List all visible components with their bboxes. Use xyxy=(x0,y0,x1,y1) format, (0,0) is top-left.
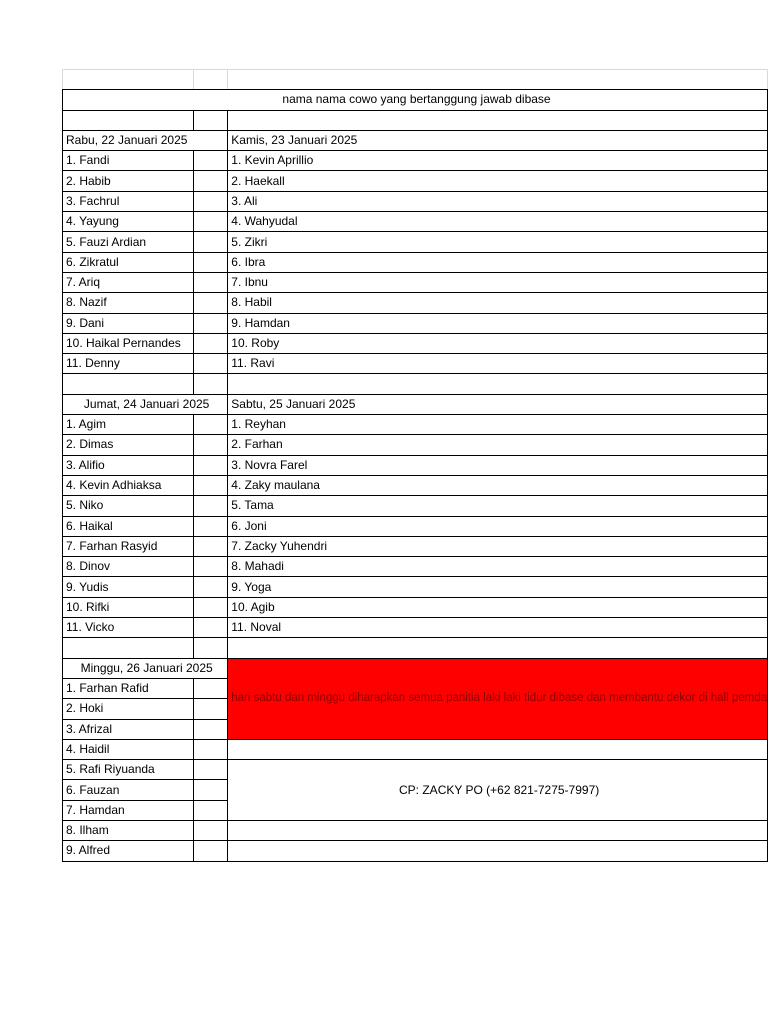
empty-cell[interactable] xyxy=(63,374,194,394)
empty-cell[interactable] xyxy=(63,110,194,130)
name-cell-sabtu[interactable]: 5. Tama xyxy=(228,496,768,516)
empty-cell[interactable] xyxy=(228,820,768,840)
name-cell-rabu[interactable]: 8. Nazif xyxy=(63,293,194,313)
table-row xyxy=(63,455,768,475)
table-row xyxy=(63,618,768,638)
day-header-row xyxy=(63,130,768,150)
empty-cell[interactable] xyxy=(193,618,228,638)
day-header-jumat[interactable]: Jumat, 24 Januari 2025 xyxy=(63,394,228,414)
empty-cell[interactable] xyxy=(193,191,228,211)
empty-cell[interactable] xyxy=(193,516,228,536)
name-cell-minggu[interactable]: 3. Afrizal xyxy=(63,719,194,739)
empty-cell[interactable] xyxy=(193,232,228,252)
name-cell-sabtu[interactable]: 9. Yoga xyxy=(228,577,768,597)
name-cell-sabtu[interactable]: 7. Zacky Yuhendri xyxy=(228,536,768,556)
day-header-row xyxy=(63,658,768,678)
table-row xyxy=(63,333,768,353)
table-row xyxy=(63,293,768,313)
empty-cell[interactable] xyxy=(193,455,228,475)
table-row xyxy=(63,313,768,333)
empty-cell[interactable] xyxy=(193,171,228,191)
empty-cell[interactable] xyxy=(193,496,228,516)
day-header-row xyxy=(63,394,768,414)
name-cell-sabtu[interactable]: 2. Farhan xyxy=(228,435,768,455)
table-row xyxy=(63,739,768,759)
name-cell-sabtu[interactable]: 3. Novra Farel xyxy=(228,455,768,475)
table-row xyxy=(63,70,768,90)
empty-cell[interactable] xyxy=(193,719,228,739)
empty-cell[interactable] xyxy=(193,597,228,617)
table-row xyxy=(63,557,768,577)
name-cell-jumat[interactable]: 2. Dimas xyxy=(63,435,194,455)
name-cell-minggu[interactable]: 9. Alfred xyxy=(63,841,194,861)
name-cell-rabu[interactable]: 7. Ariq xyxy=(63,272,194,292)
empty-cell[interactable] xyxy=(193,110,228,130)
empty-cell[interactable] xyxy=(193,678,228,698)
name-cell-kamis[interactable]: 9. Hamdan xyxy=(228,313,768,333)
empty-cell[interactable] xyxy=(193,557,228,577)
name-cell-sabtu[interactable]: 4. Zaky maulana xyxy=(228,475,768,495)
day-header-sabtu[interactable]: Sabtu, 25 Januari 2025 xyxy=(228,394,768,414)
empty-cell[interactable] xyxy=(228,638,768,658)
name-cell-sabtu[interactable]: 10. Agib xyxy=(228,597,768,617)
name-cell-kamis[interactable]: 1. Kevin Aprillio xyxy=(228,151,768,171)
empty-cell[interactable] xyxy=(193,841,228,861)
empty-cell[interactable] xyxy=(193,374,228,394)
table-row xyxy=(63,516,768,536)
empty-cell[interactable] xyxy=(193,252,228,272)
name-cell-minggu[interactable]: 6. Fauzan xyxy=(63,780,194,800)
empty-cell[interactable] xyxy=(193,415,228,435)
day-header-rabu[interactable]: Rabu, 22 Januari 2025 xyxy=(63,130,228,150)
name-cell-jumat[interactable]: 3. Alifio xyxy=(63,455,194,475)
name-cell-rabu[interactable]: 6. Zikratul xyxy=(63,252,194,272)
table-row xyxy=(63,374,768,394)
name-cell-sabtu[interactable]: 1. Reyhan xyxy=(228,415,768,435)
day-header-minggu[interactable]: Minggu, 26 Januari 2025 xyxy=(63,658,228,678)
table-row xyxy=(63,252,768,272)
sheet-title[interactable]: nama nama cowo yang bertanggung jawab dibase xyxy=(63,90,768,110)
name-cell-minggu[interactable]: 5. Rafi Riyuanda xyxy=(63,760,194,780)
name-cell-jumat[interactable]: 10. Rifki xyxy=(63,597,194,617)
name-cell-minggu[interactable]: 2. Hoki xyxy=(63,699,194,719)
empty-cell[interactable] xyxy=(193,354,228,374)
name-cell-rabu[interactable]: 3. Fachrul xyxy=(63,191,194,211)
table-row xyxy=(63,760,768,780)
empty-cell[interactable] xyxy=(228,739,768,759)
name-cell-rabu[interactable]: 1. Fandi xyxy=(63,151,194,171)
empty-cell[interactable] xyxy=(63,638,194,658)
empty-cell[interactable] xyxy=(193,699,228,719)
empty-cell[interactable] xyxy=(193,313,228,333)
name-cell-jumat[interactable]: 7. Farhan Rasyid xyxy=(63,536,194,556)
table-row xyxy=(63,171,768,191)
empty-cell[interactable] xyxy=(228,374,768,394)
title-row xyxy=(63,90,768,110)
table-row xyxy=(63,415,768,435)
empty-cell[interactable] xyxy=(193,293,228,313)
empty-cell[interactable] xyxy=(228,70,768,90)
name-cell-kamis[interactable]: 2. Haekall xyxy=(228,171,768,191)
name-cell-jumat[interactable]: 5. Niko xyxy=(63,496,194,516)
name-cell-rabu[interactable]: 11. Denny xyxy=(63,354,194,374)
name-cell-rabu[interactable]: 10. Haikal Pernandes xyxy=(63,333,194,353)
name-cell-rabu[interactable]: 5. Fauzi Ardian xyxy=(63,232,194,252)
empty-cell[interactable] xyxy=(193,70,228,90)
table-row xyxy=(63,597,768,617)
name-cell-jumat[interactable]: 9. Yudis xyxy=(63,577,194,597)
table-row xyxy=(63,536,768,556)
empty-cell[interactable] xyxy=(193,475,228,495)
empty-cell[interactable] xyxy=(193,212,228,232)
name-cell-jumat[interactable]: 8. Dinov xyxy=(63,557,194,577)
table-row xyxy=(63,110,768,130)
table-row xyxy=(63,212,768,232)
table-row xyxy=(63,151,768,171)
name-cell-rabu[interactable]: 2. Habib xyxy=(63,171,194,191)
empty-cell[interactable] xyxy=(228,841,768,861)
empty-cell[interactable] xyxy=(193,536,228,556)
name-cell-minggu[interactable]: 8. Ilham xyxy=(63,820,194,840)
empty-cell[interactable] xyxy=(193,739,228,759)
empty-cell[interactable] xyxy=(193,800,228,820)
table-row xyxy=(63,475,768,495)
empty-cell[interactable] xyxy=(193,780,228,800)
empty-cell[interactable] xyxy=(193,333,228,353)
table-row xyxy=(63,638,768,658)
name-cell-sabtu[interactable]: 11. Noval xyxy=(228,618,768,638)
name-cell-jumat[interactable]: 6. Haikal xyxy=(63,516,194,536)
table-row xyxy=(63,820,768,840)
empty-cell[interactable] xyxy=(193,435,228,455)
name-cell-sabtu[interactable]: 8. Mahadi xyxy=(228,557,768,577)
contact-cell[interactable]: CP: ZACKY PO (+62 821-7275-7997) xyxy=(228,760,768,821)
empty-cell[interactable] xyxy=(193,577,228,597)
name-cell-kamis[interactable]: 7. Ibnu xyxy=(228,272,768,292)
empty-cell[interactable] xyxy=(63,70,194,90)
day-header-kamis[interactable]: Kamis, 23 Januari 2025 xyxy=(228,130,768,150)
name-cell-rabu[interactable]: 4. Yayung xyxy=(63,212,194,232)
name-cell-jumat[interactable]: 4. Kevin Adhiaksa xyxy=(63,475,194,495)
name-cell-jumat[interactable]: 11. Vicko xyxy=(63,618,194,638)
name-cell-kamis[interactable]: 5. Zikri xyxy=(228,232,768,252)
table-row xyxy=(63,577,768,597)
name-cell-jumat[interactable]: 1. Agim xyxy=(63,415,194,435)
schedule-table xyxy=(62,69,768,862)
empty-cell[interactable] xyxy=(193,151,228,171)
empty-cell[interactable] xyxy=(193,272,228,292)
empty-cell[interactable] xyxy=(193,820,228,840)
name-cell-minggu[interactable]: 1. Farhan Rafid xyxy=(63,678,194,698)
name-cell-kamis[interactable]: 8. Habil xyxy=(228,293,768,313)
table-row xyxy=(63,272,768,292)
name-cell-kamis[interactable]: 4. Wahyudal xyxy=(228,212,768,232)
name-cell-rabu[interactable]: 9. Dani xyxy=(63,313,194,333)
name-cell-kamis[interactable]: 11. Ravi xyxy=(228,354,768,374)
empty-cell[interactable] xyxy=(193,760,228,780)
empty-cell[interactable] xyxy=(193,638,228,658)
table-row xyxy=(63,354,768,374)
name-cell-kamis[interactable]: 3. Ali xyxy=(228,191,768,211)
name-cell-kamis[interactable]: 6. Ibra xyxy=(228,252,768,272)
table-row xyxy=(63,841,768,861)
table-row xyxy=(63,496,768,516)
table-row xyxy=(63,232,768,252)
name-cell-minggu[interactable]: 7. Hamdan xyxy=(63,800,194,820)
name-cell-kamis[interactable]: 10. Roby xyxy=(228,333,768,353)
table-row xyxy=(63,435,768,455)
note-cell[interactable]: hari sabtu dan minggu diharapkan semua panitia laki laki tidur dibase dan membantu dekor di hall pemda xyxy=(228,658,768,739)
empty-cell[interactable] xyxy=(228,110,768,130)
table-row xyxy=(63,191,768,211)
name-cell-minggu[interactable]: 4. Haidil xyxy=(63,739,194,759)
name-cell-sabtu[interactable]: 6. Joni xyxy=(228,516,768,536)
